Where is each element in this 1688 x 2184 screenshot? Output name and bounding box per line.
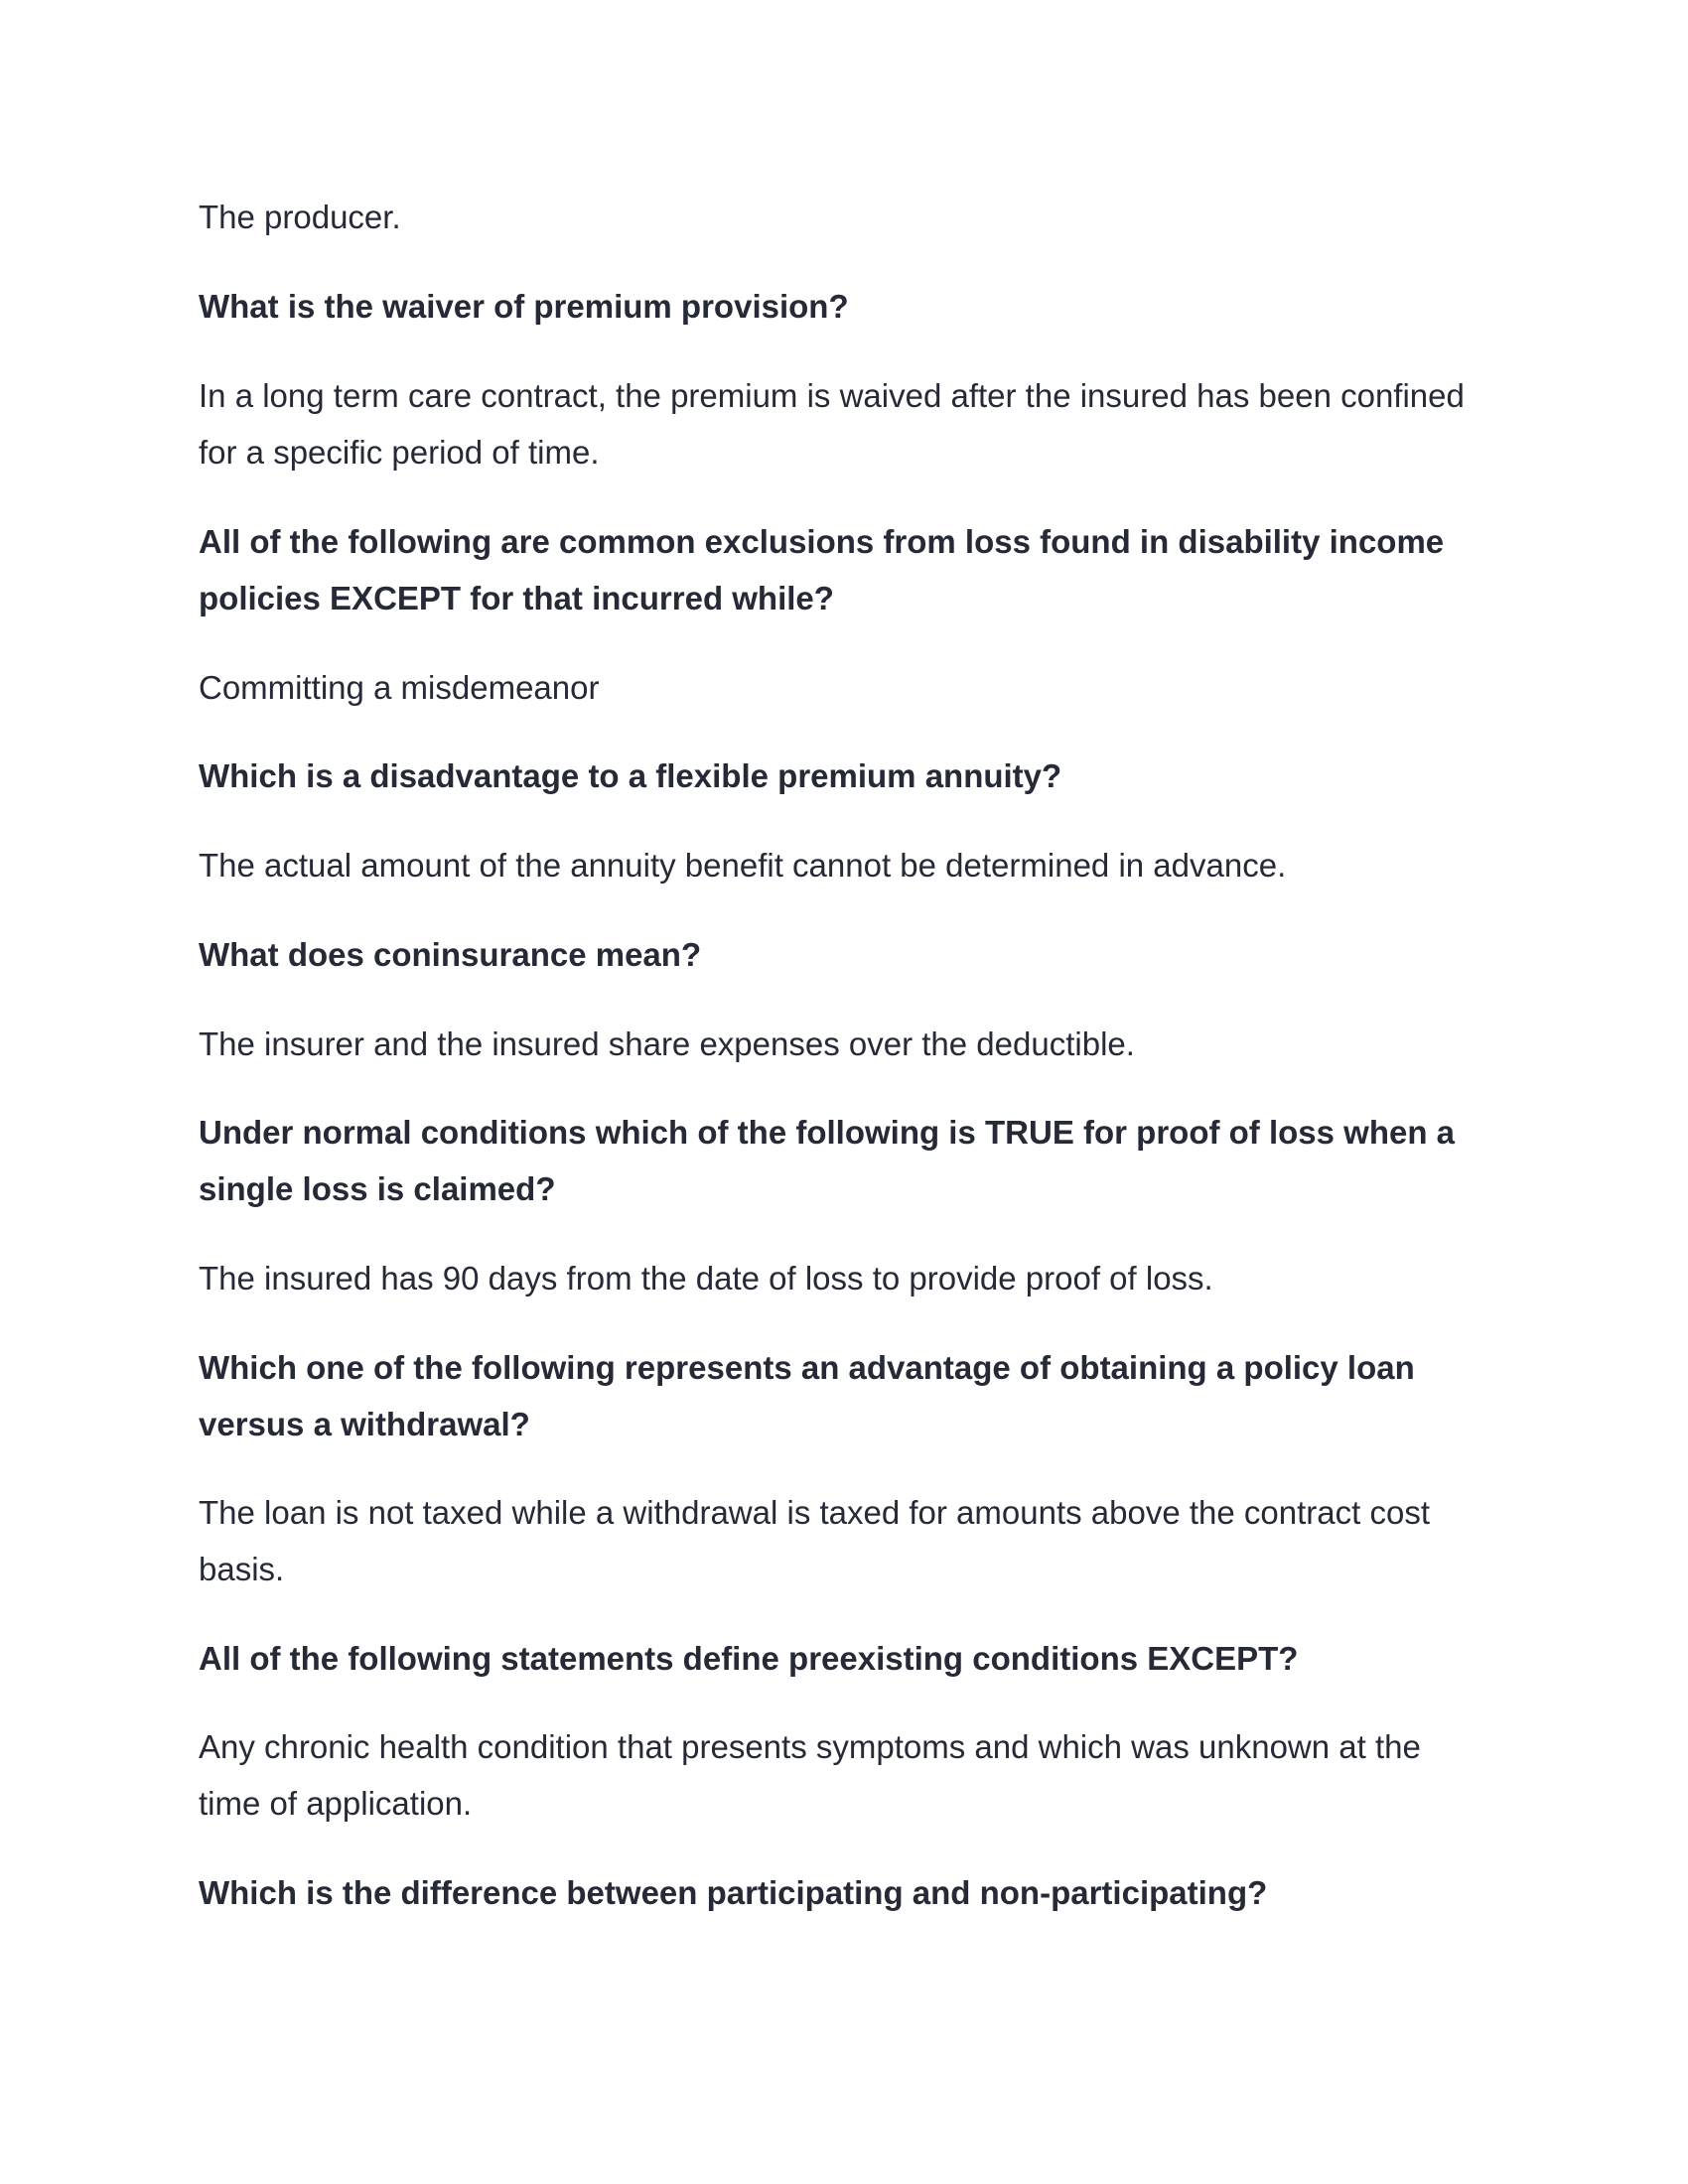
answer-text: The insured has 90 days from the date of loss to provide proof of loss. [199, 1260, 1213, 1297]
question-text: All of the following statements define preexisting conditions EXCEPT? [199, 1640, 1299, 1677]
answer-text: In a long term care contract, the premium is waived after the insured has been confined for a specific period of time. [199, 377, 1465, 471]
question-text: Which one of the following represents an advantage of obtaining a policy loan versus a withdrawal? [199, 1349, 1415, 1442]
answer-text: The loan is not taxed while a withdrawal is taxed for amounts above the contract cost basis. [199, 1494, 1430, 1587]
answer-text: The producer. [199, 199, 401, 235]
answer-text: The insurer and the insured share expenses over the deductible. [199, 1025, 1135, 1062]
question-text: What is the waiver of premium provision? [199, 288, 849, 325]
answer-text: Any chronic health condition that presents symptoms and which was unknown at the time of application. [199, 1728, 1421, 1822]
answer-text: The actual amount of the annuity benefit cannot be determined in advance. [199, 847, 1287, 884]
question-text: Under normal conditions which of the following is TRUE for proof of loss when a single loss is claimed? [199, 1114, 1456, 1207]
question-text: Which is a disadvantage to a flexible premium annuity? [199, 757, 1062, 794]
answer-text: Committing a misdemeanor [199, 669, 600, 706]
question-text: Which is the difference between participating and non-participating? [199, 1874, 1268, 1911]
question-text: All of the following are common exclusions from loss found in disability income policies EXCEPT for that incurred while? [199, 523, 1445, 616]
question-text: What does coninsurance mean? [199, 936, 702, 973]
